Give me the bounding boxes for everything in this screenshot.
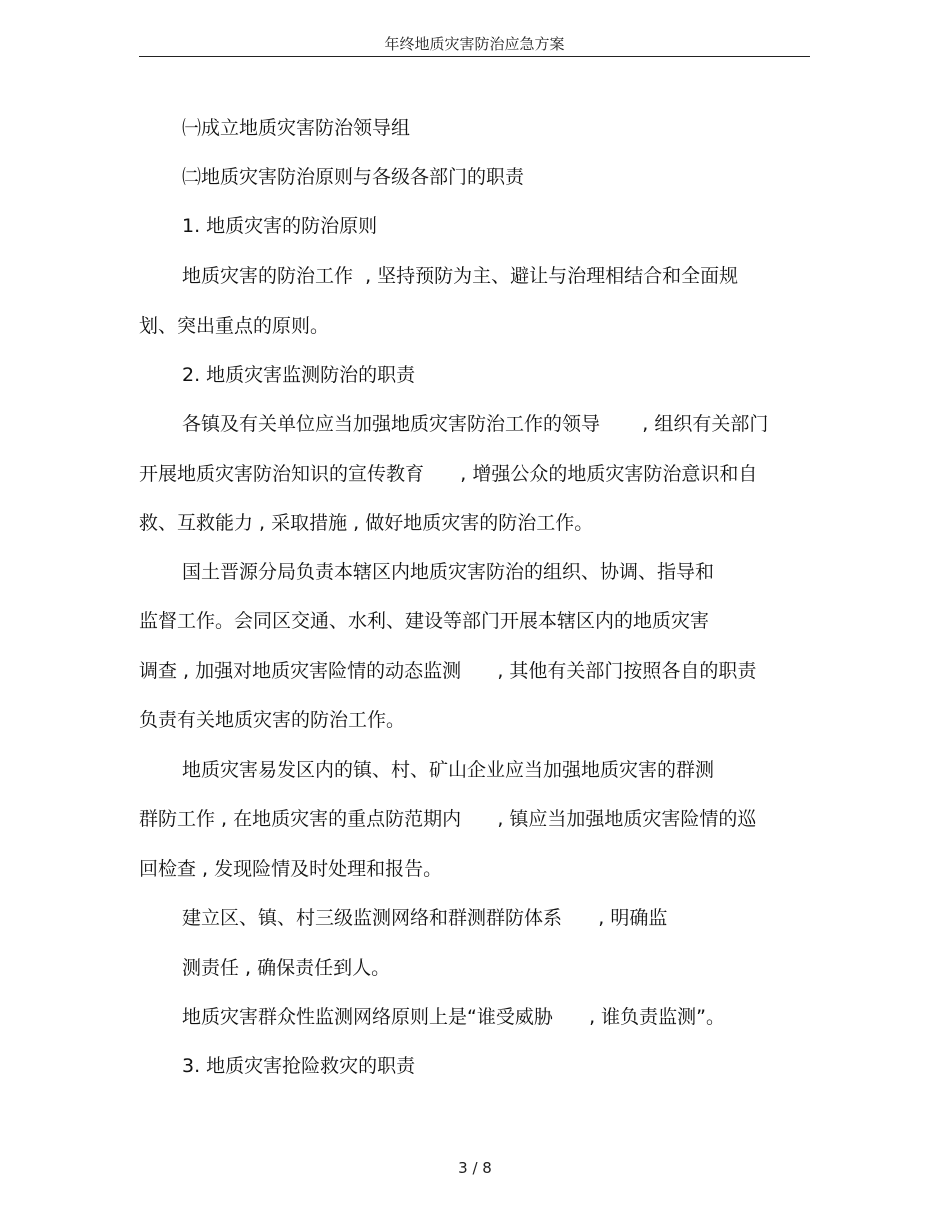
paragraph-line: 划、突出重点的原则。	[139, 315, 330, 337]
paragraph-line: 监督工作。会同区交通、水利、建设等部门开展本辖区内的地质灾害	[139, 610, 710, 632]
header-rule	[139, 56, 810, 57]
paragraph-line: 救、互救能力 , 采取措施 , 做好地质灾害的防治工作。	[139, 512, 594, 534]
page-header: 年终地质灾害防治应急方案	[384, 35, 565, 53]
paragraph-line: 地质灾害易发区内的镇、村、矿山企业应当加强地质灾害的群测	[182, 759, 715, 781]
numbered-heading: 3. 地质灾害抢险救灾的职责	[182, 1055, 416, 1077]
paragraph-line: 地质灾害的防治工作 , 坚持预防为主、避让与治理相结合和全面规	[182, 265, 739, 287]
paragraph-line: 调查 , 加强对地质灾害险情的动态监测 , 其他有关部门按照各自的职责	[139, 660, 757, 682]
paragraph-line: 群防工作 , 在地质灾害的重点防范期内 , 镇应当加强地质灾害险情的巡	[139, 808, 757, 830]
subsection-heading: ㈡地质灾害防治原则与各级各部门的职责	[182, 166, 525, 188]
paragraph-line: 开展地质灾害防治知识的宣传教育 , 增强公众的地质灾害防治意识和自	[139, 463, 758, 485]
numbered-heading: 2. 地质灾害监测防治的职责	[182, 364, 416, 386]
page-number: 3 / 8	[458, 1159, 492, 1177]
paragraph-line: 负责有关地质灾害的防治工作。	[139, 709, 406, 731]
subsection-heading: ㈠成立地质灾害防治领导组	[182, 117, 411, 139]
paragraph-line: 各镇及有关单位应当加强地质灾害防治工作的领导 , 组织有关部门	[182, 413, 769, 435]
paragraph-line: 国土晋源分局负责本辖区内地质灾害防治的组织、协调、指导和	[182, 561, 715, 583]
paragraph-line: 地质灾害群众性监测网络原则上是“谁受威胁 , 谁负责监测”。	[182, 1006, 726, 1028]
paragraph-line: 测责任 , 确保责任到人。	[182, 957, 391, 979]
numbered-heading: 1. 地质灾害的防治原则	[182, 215, 378, 237]
paragraph-line: 建立区、镇、村三级监测网络和群测群防体系 , 明确监	[182, 907, 668, 929]
paragraph-line: 回检查 , 发现险情及时处理和报告。	[139, 858, 443, 880]
